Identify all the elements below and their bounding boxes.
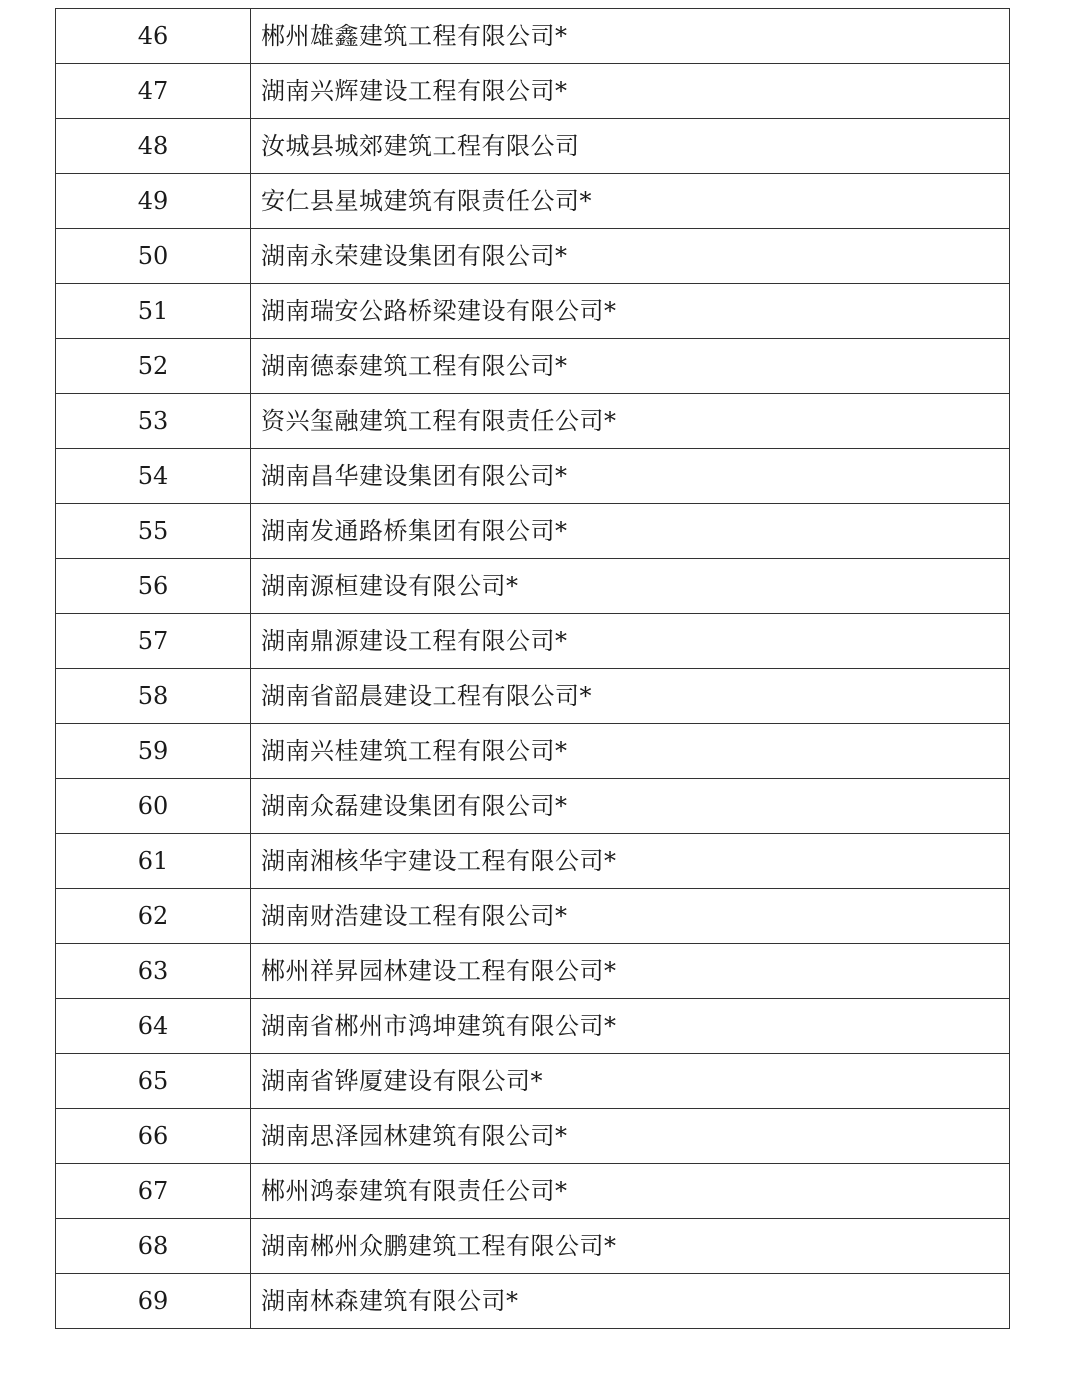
company-name: 湖南昌华建设集团有限公司*	[251, 449, 1010, 504]
row-number: 48	[56, 119, 251, 174]
row-number: 58	[56, 669, 251, 724]
row-number: 52	[56, 339, 251, 394]
company-name: 湖南发通路桥集团有限公司*	[251, 504, 1010, 559]
table-row	[56, 889, 1010, 944]
company-name: 湖南郴州众鹏建筑工程有限公司*	[251, 1219, 1010, 1274]
company-name: 汝城县城郊建筑工程有限公司	[251, 119, 1010, 174]
table-row	[56, 1219, 1010, 1274]
table-body	[56, 9, 1010, 1329]
company-name: 安仁县星城建筑有限责任公司*	[251, 174, 1010, 229]
company-name: 湖南思泽园林建筑有限公司*	[251, 1109, 1010, 1164]
company-name: 郴州祥昇园林建设工程有限公司*	[251, 944, 1010, 999]
row-number: 56	[56, 559, 251, 614]
company-name: 湖南兴辉建设工程有限公司*	[251, 64, 1010, 119]
table-row	[56, 119, 1010, 174]
company-name: 湖南林森建筑有限公司*	[251, 1274, 1010, 1329]
table-row	[56, 64, 1010, 119]
table-row	[56, 559, 1010, 614]
company-name: 湖南省铧厦建设有限公司*	[251, 1054, 1010, 1109]
row-number: 62	[56, 889, 251, 944]
table-row	[56, 284, 1010, 339]
company-name: 湖南财浩建设工程有限公司*	[251, 889, 1010, 944]
row-number: 46	[56, 9, 251, 64]
company-name: 湖南湘核华宇建设工程有限公司*	[251, 834, 1010, 889]
row-number: 65	[56, 1054, 251, 1109]
company-name: 湖南瑞安公路桥梁建设有限公司*	[251, 284, 1010, 339]
row-number: 67	[56, 1164, 251, 1219]
table-row	[56, 1109, 1010, 1164]
company-name: 湖南永荣建设集团有限公司*	[251, 229, 1010, 284]
table-row	[56, 779, 1010, 834]
row-number: 61	[56, 834, 251, 889]
row-number: 47	[56, 64, 251, 119]
row-number: 59	[56, 724, 251, 779]
company-name: 郴州雄鑫建筑工程有限公司*	[251, 9, 1010, 64]
table-row	[56, 394, 1010, 449]
row-number: 55	[56, 504, 251, 559]
company-name: 湖南兴桂建筑工程有限公司*	[251, 724, 1010, 779]
table-row	[56, 724, 1010, 779]
table-row	[56, 229, 1010, 284]
company-name: 湖南省郴州市鸿坤建筑有限公司*	[251, 999, 1010, 1054]
company-name: 湖南源桓建设有限公司*	[251, 559, 1010, 614]
row-number: 63	[56, 944, 251, 999]
row-number: 66	[56, 1109, 251, 1164]
row-number: 54	[56, 449, 251, 504]
row-number: 64	[56, 999, 251, 1054]
table-row	[56, 1164, 1010, 1219]
row-number: 51	[56, 284, 251, 339]
company-name: 湖南省韶晨建设工程有限公司*	[251, 669, 1010, 724]
table-row	[56, 339, 1010, 394]
table-row	[56, 999, 1010, 1054]
company-name: 资兴玺融建筑工程有限责任公司*	[251, 394, 1010, 449]
table-row	[56, 504, 1010, 559]
row-number: 60	[56, 779, 251, 834]
row-number: 68	[56, 1219, 251, 1274]
row-number: 50	[56, 229, 251, 284]
company-list-table	[55, 8, 1010, 1329]
company-name: 郴州鸿泰建筑有限责任公司*	[251, 1164, 1010, 1219]
table-row	[56, 9, 1010, 64]
row-number: 57	[56, 614, 251, 669]
row-number: 69	[56, 1274, 251, 1329]
table-row	[56, 1054, 1010, 1109]
row-number: 53	[56, 394, 251, 449]
table-row	[56, 669, 1010, 724]
table-row	[56, 449, 1010, 504]
company-name: 湖南众磊建设集团有限公司*	[251, 779, 1010, 834]
table-row	[56, 614, 1010, 669]
table-row	[56, 834, 1010, 889]
company-name: 湖南德泰建筑工程有限公司*	[251, 339, 1010, 394]
table-row	[56, 944, 1010, 999]
table-row	[56, 1274, 1010, 1329]
row-number: 49	[56, 174, 251, 229]
table-row	[56, 174, 1010, 229]
company-name: 湖南鼎源建设工程有限公司*	[251, 614, 1010, 669]
